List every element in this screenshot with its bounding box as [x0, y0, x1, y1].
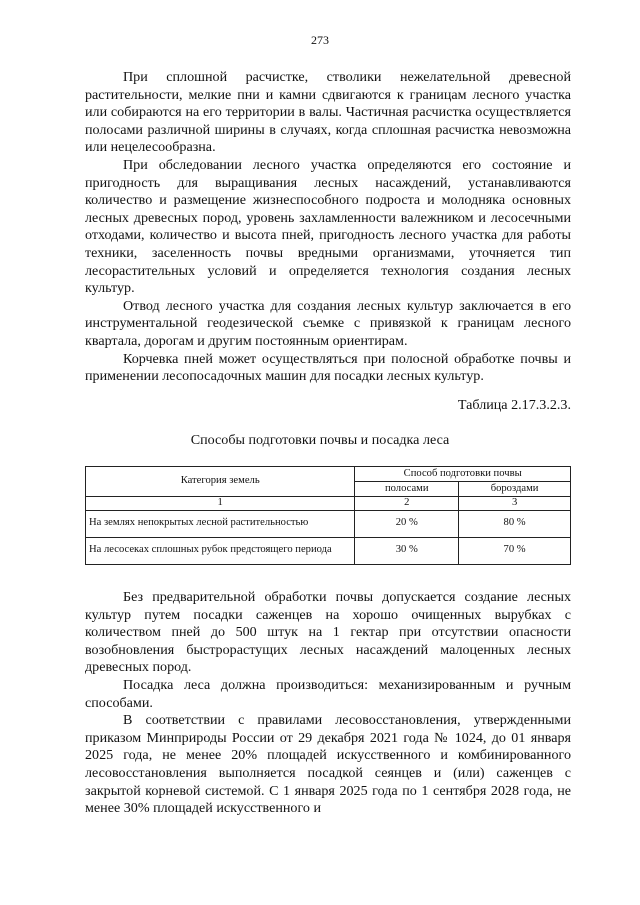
column-index: 3	[459, 497, 571, 511]
row-strips-value: 30 %	[355, 537, 459, 564]
table-index-row	[86, 497, 571, 511]
paragraph: При обследовании лесного участка определяются его состояние и пригодность для выращивания лесных насаждений, устанавливаются количество и размещение жизнеспособного подроста и молодняка основных лесных древесных пород, уровень захламленности валежником и лесосечными отходами, количество и высота пней, пригодность лесного участка для работы техники, заселенность почвы вредными организмами, уточняется тип лесорастительных условий и определяется технология создания лесных культур.	[85, 156, 571, 297]
table-header-row	[86, 467, 571, 482]
paragraph: Отвод лесного участка для создания лесных культур заключается в его инструментальной геодезической съемке с привязкой к границам лесного квартала, дорогам и другим постоянным ориентирам.	[85, 297, 571, 349]
row-furrows-value: 70 %	[459, 537, 571, 564]
text-block-top	[85, 69, 571, 386]
paragraph: Посадка леса должна производиться: механизированным и ручным способами.	[85, 676, 571, 711]
column-index: 1	[86, 497, 355, 511]
table-row	[86, 510, 571, 537]
header-furrows: бороздами	[459, 482, 571, 497]
header-strips: полосами	[355, 482, 459, 497]
table-row	[86, 537, 571, 564]
soil-preparation-table	[85, 466, 571, 565]
paragraph: Корчевка пней может осуществляться при полосной обработке почвы и применении лесопосадочных машин для посадки лесных культур.	[85, 350, 571, 385]
row-category: На землях непокрытых лесной растительностью	[86, 510, 355, 537]
table-reference: Таблица 2.17.3.2.3.	[457, 397, 571, 413]
page-number: 273	[311, 33, 329, 47]
header-category: Категория земель	[86, 467, 355, 497]
row-category: На лесосеках сплошных рубок предстоящего периода	[86, 537, 355, 564]
table-title: Способы подготовки почвы и посадка леса	[190, 432, 450, 448]
header-method: Способ подготовки почвы	[355, 467, 571, 482]
row-strips-value: 20 %	[355, 510, 459, 537]
text-block-bottom	[85, 589, 571, 818]
paragraph: Без предварительной обработки почвы допускается создание лесных культур путем посадки саженцев на хорошо очищенных вырубках с количеством пней до 500 штук на 1 гектар при отсутствии опасности возобновления быстрорастущих лесных насаждений малоценных лесных древесных пород.	[85, 589, 571, 676]
paragraph: При сплошной расчистке, стволики нежелательной древесной растительности, мелкие пни и камни сдвигаются к границам лесного участка или собираются на его территории в валы. Частичная расчистка осуществляется полосами различной ширины в случаях, когда сплошная расчистка невозможна или нецелесообразна.	[85, 69, 571, 156]
column-index: 2	[355, 497, 459, 511]
row-furrows-value: 80 %	[459, 510, 571, 537]
paragraph: В соответствии с правилами лесовосстановления, утвержденными приказом Минприроды России от 29 декабря 2021 года № 1024, до 01 января 2025 года, не менее 20% площадей искусственного и комбинированного лесовосстановления выполняется посадкой сеянцев и (или) саженцев с закрытой корневой системой. С 1 января 2025 года по 1 сентября 2028 года, не менее 30% площадей искусственного и	[85, 712, 571, 817]
